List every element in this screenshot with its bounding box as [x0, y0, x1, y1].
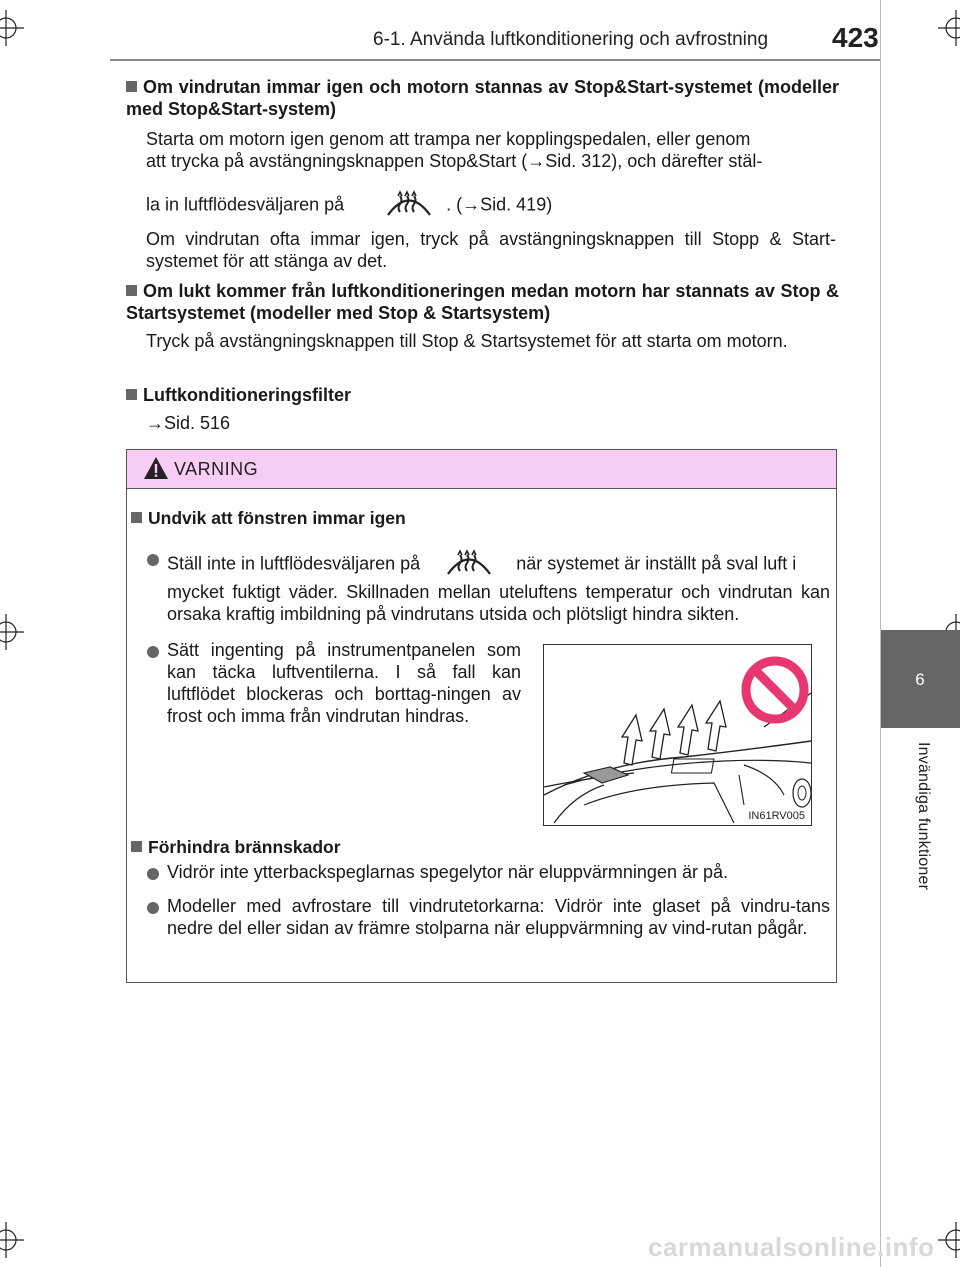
round-bullet-icon — [147, 646, 159, 658]
square-bullet-icon — [131, 841, 142, 852]
warning-bullet-3: Vidrör inte ytterbackspeglarnas spegelytor när eluppvärmningen är på. — [167, 862, 728, 882]
warning-bullet-2: Sätt ingenting på instrumentpanelen som kan täcka luftventilerna. I så fall kan luftflödet blockeras och borttag-ningen av frost och imma från vindrutan hindras. — [167, 640, 521, 726]
windshield-defrost-icon — [445, 547, 493, 582]
warning-bullet-1-line1: Ställ inte in luftflödesväljaren på när systemet är inställt på sval luft i — [167, 547, 837, 582]
warning-subheading-fog: Undvik att fönstren immar igen — [131, 507, 406, 529]
header-rule — [0, 57, 880, 63]
prohibition-icon — [740, 655, 810, 725]
paragraph-disable-stopstart: Om vindrutan ofta immar igen, tryck på avstängningsknappen till Stopp & Start-systemet för att stänga av det. — [146, 229, 836, 271]
arrow-ref-icon: → — [146, 413, 164, 433]
warning-subheading-burn: Förhindra brännskador — [131, 836, 341, 858]
paragraph-start-engine: Tryck på avstängningsknappen till Stop & Startsystemet för att starta om motorn. — [146, 331, 788, 351]
chapter-label: Invändiga funktioner — [915, 742, 932, 891]
side-tab-divider — [880, 0, 881, 1267]
square-bullet-icon — [126, 389, 137, 400]
section-heading-stopstart-fog: Om vindrutan immar igen och motorn stannas av Stop&Start-systemet (modeller med Stop&Start-system) — [126, 77, 839, 119]
paragraph-restart-line3: la in luftflödesväljaren på . (→Sid. 419) — [146, 188, 846, 223]
square-bullet-icon — [126, 81, 137, 92]
page-ref-link[interactable]: Sid. 419) — [480, 194, 553, 215]
filter-page-ref — [146, 412, 230, 434]
square-bullet-icon — [126, 285, 137, 296]
paragraph-restart-line1: Starta om motorn igen genom att trampa ner kopplingspedalen, eller genom — [146, 129, 751, 149]
windshield-defrost-icon — [385, 188, 433, 223]
page-ref-link[interactable]: Sid. 516 — [164, 413, 231, 433]
paragraph-restart-line2: att trycka på avstängningsknappen Stop&Start (→Sid. 312), och därefter stäl- — [146, 151, 763, 171]
chapter-side-tab — [880, 0, 960, 1267]
warning-bullet-1-rest: mycket fuktigt väder. Skillnaden mellan uteluftens temperatur och vindrutan kan orsaka kraftig imbildning på vindrutans utsida och plötsligt hindra sikten. — [167, 582, 830, 624]
figure-code: IN61RV005 — [748, 810, 805, 822]
section-title: 6-1. Använda luftkonditionering och avfrostning — [373, 29, 769, 50]
warning-bullet-4: Modeller med avfrostare till vindrutetorkarna: Vidrör inte glaset på vindru-tans nedre del eller sidan av främre stolparna när eluppvärmning av vind-rutan pågår. — [167, 896, 830, 938]
page-ref-link[interactable]: Sid. 312), och därefter stäl- — [545, 151, 763, 171]
section-heading-filter: Luftkonditioneringsfilter — [126, 384, 839, 406]
section-heading-odor: Om lukt kommer från luftkonditioneringen medan motorn har stannats av Stop & Startsystemet (modeller med Stop & Startsystem) — [126, 281, 839, 323]
round-bullet-icon — [147, 554, 159, 566]
chapter-number: 6 — [915, 670, 925, 689]
round-bullet-icon — [147, 868, 159, 880]
watermark-text: carmanualsonline.info — [648, 1232, 935, 1262]
square-bullet-icon — [131, 512, 142, 523]
page-number: 423 — [832, 22, 879, 53]
dashboard-illustration — [543, 644, 812, 826]
registration-mark-mid-left — [0, 614, 24, 650]
round-bullet-icon — [147, 902, 159, 914]
registration-mark-top-left — [0, 10, 24, 46]
warning-triangle-icon — [143, 455, 169, 481]
warning-title: VARNING — [174, 459, 259, 479]
warning-header — [127, 450, 836, 489]
arrow-ref-icon: → — [462, 194, 481, 215]
arrow-ref-icon: → — [527, 151, 546, 171]
registration-mark-bottom-left — [0, 1222, 24, 1258]
